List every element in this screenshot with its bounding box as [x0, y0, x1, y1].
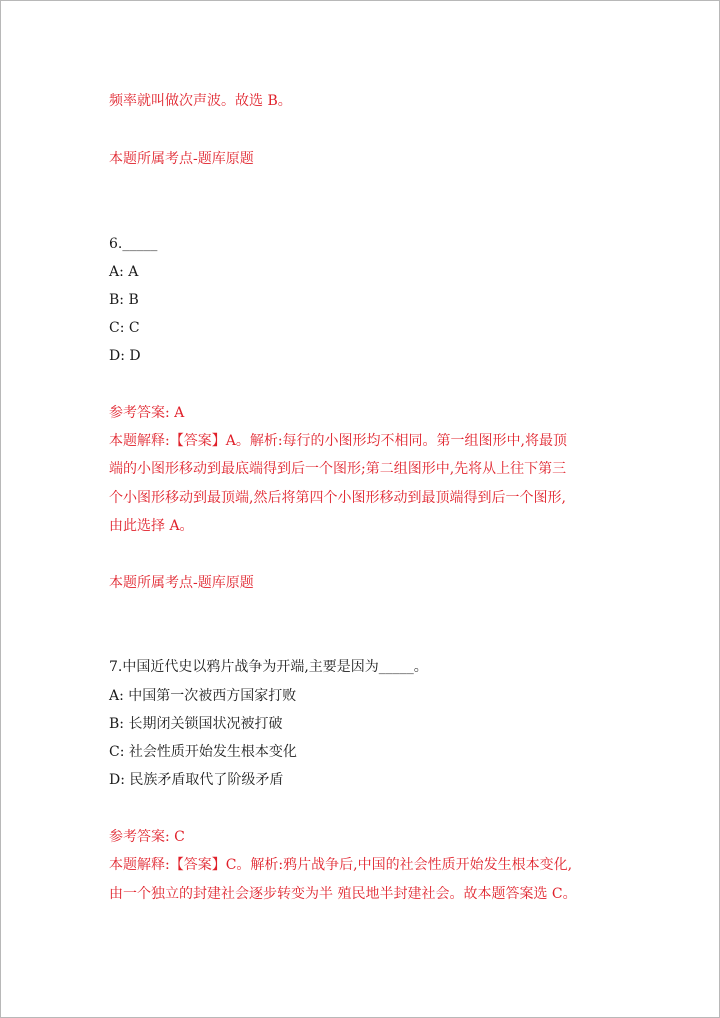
q7-explanation-line: 本题解释:【答案】C。解析:鸦片战争后,中国的社会性质开始发生根本变化, — [109, 857, 573, 873]
q6-explanation-line: 本题解释:【答案】A。解析:每行的小图形均不相同。第一组图形中,将最顶 — [109, 433, 567, 449]
q7-option-c: C: 社会性质开始发生根本变化 — [109, 744, 297, 760]
q6-source-tag: 本题所属考点-题库原题 — [109, 575, 254, 591]
q6-option-b: B: B — [109, 292, 139, 308]
q6-answer: 参考答案: A — [109, 405, 185, 421]
q7-explanation-line: 由一个独立的封建社会逐步转变为半 殖民地半封建社会。故本题答案选 C。 — [109, 886, 577, 902]
q6-option-a: A: A — [109, 264, 139, 280]
q6-explanation-line: 由此选择 A。 — [109, 518, 194, 534]
q6-stem: 6._____ — [109, 236, 158, 252]
q7-answer: 参考答案: C — [109, 829, 185, 845]
q6-explanation-line: 端的小图形移动到最底端得到后一个图形;第二组图形中,先将从上往下第三 — [109, 461, 567, 477]
prev-source-tag: 本题所属考点-题库原题 — [109, 151, 254, 167]
q7-option-d: D: 民族矛盾取代了阶级矛盾 — [109, 772, 284, 788]
q7-option-a: A: 中国第一次被西方国家打败 — [109, 688, 297, 704]
q7-stem: 7.中国近代史以鸦片战争为开端,主要是因为_____。 — [109, 659, 428, 675]
q6-option-c: C: C — [109, 320, 140, 336]
prev-explanation-tail: 频率就叫做次声波。故选 B。 — [109, 93, 292, 109]
q6-option-d: D: D — [109, 348, 141, 364]
q7-option-b: B: 长期闭关锁国状况被打破 — [109, 716, 283, 732]
q6-explanation-line: 个小图形移动到最顶端,然后将第四个小图形移动到最顶端得到后一个图形, — [109, 490, 566, 506]
